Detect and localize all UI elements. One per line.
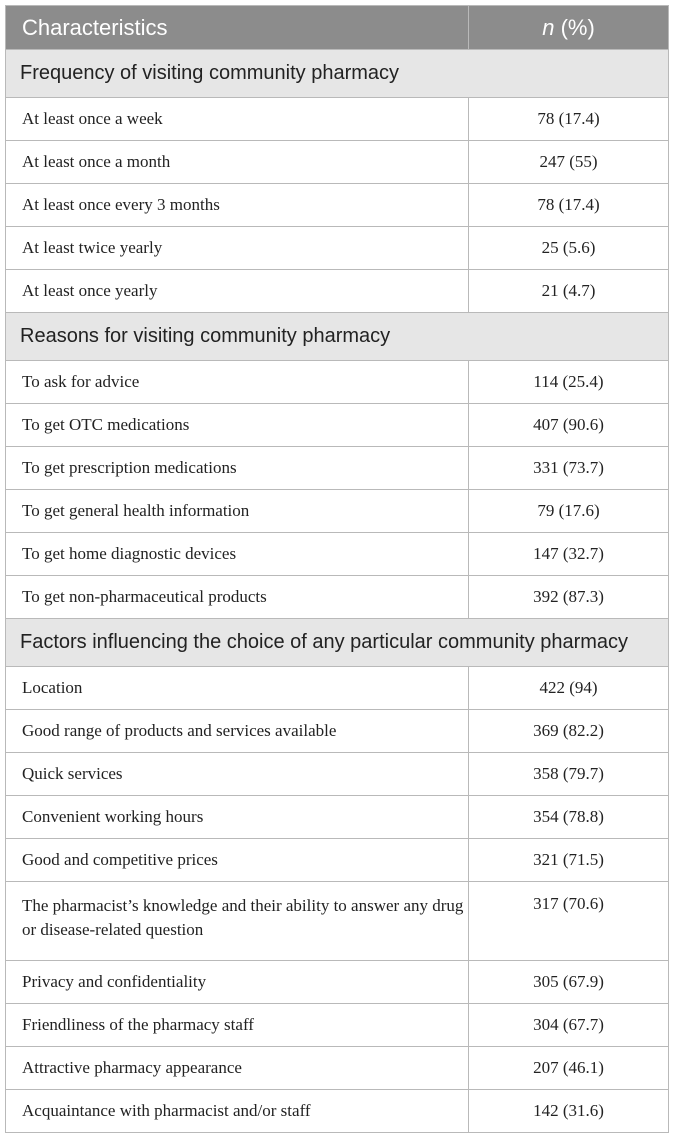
table-row [6, 576, 669, 619]
row-label: At least once yearly [6, 270, 469, 313]
table-row [6, 533, 669, 576]
section-header-frequency [6, 50, 669, 98]
row-label: To get prescription medications [6, 447, 469, 490]
section-title: Factors influencing the choice of any particular community pharmacy [6, 619, 669, 667]
row-label: Quick services [6, 753, 469, 796]
row-value: 422 (94) [469, 667, 669, 710]
section-header-reasons [6, 313, 669, 361]
row-value: 304 (67.7) [469, 1004, 669, 1047]
table-row [6, 710, 669, 753]
row-label: At least once a month [6, 141, 469, 184]
row-value: 317 (70.6) [469, 882, 669, 961]
row-value: 331 (73.7) [469, 447, 669, 490]
row-value: 78 (17.4) [469, 98, 669, 141]
row-value: 114 (25.4) [469, 361, 669, 404]
row-label: At least twice yearly [6, 227, 469, 270]
results-table [5, 5, 669, 1133]
table-row [6, 1004, 669, 1047]
header-percent: (%) [554, 14, 595, 40]
table-row [6, 490, 669, 533]
row-value: 369 (82.2) [469, 710, 669, 753]
table-row [6, 796, 669, 839]
row-label: The pharmacist’s knowledge and their ability to answer any drug or disease-related question [6, 882, 469, 961]
table-row [6, 227, 669, 270]
table-row [6, 839, 669, 882]
row-value: 305 (67.9) [469, 961, 669, 1004]
row-value: 207 (46.1) [469, 1047, 669, 1090]
row-value: 142 (31.6) [469, 1090, 669, 1133]
row-value: 407 (90.6) [469, 404, 669, 447]
row-value: 247 (55) [469, 141, 669, 184]
row-value: 147 (32.7) [469, 533, 669, 576]
row-value: 25 (5.6) [469, 227, 669, 270]
row-label: To ask for advice [6, 361, 469, 404]
table-row [6, 882, 669, 961]
table-row [6, 1047, 669, 1090]
row-value: 358 (79.7) [469, 753, 669, 796]
header-n: n [542, 14, 555, 40]
row-label: At least once every 3 months [6, 184, 469, 227]
row-label: Attractive pharmacy appearance [6, 1047, 469, 1090]
table-row [6, 961, 669, 1004]
table-row [6, 1090, 669, 1133]
row-label: To get non-pharmaceutical products [6, 576, 469, 619]
header-n-percent [469, 6, 669, 50]
row-value: 321 (71.5) [469, 839, 669, 882]
row-label: To get OTC medications [6, 404, 469, 447]
table-row [6, 404, 669, 447]
table-row [6, 447, 669, 490]
row-label: At least once a week [6, 98, 469, 141]
row-value: 79 (17.6) [469, 490, 669, 533]
row-label: To get general health information [6, 490, 469, 533]
table-row [6, 141, 669, 184]
row-label: Friendliness of the pharmacy staff [6, 1004, 469, 1047]
table-row [6, 361, 669, 404]
table-row [6, 753, 669, 796]
header-characteristics: Characteristics [6, 6, 469, 50]
table-row [6, 270, 669, 313]
section-title: Reasons for visiting community pharmacy [6, 313, 669, 361]
row-label: Good range of products and services available [6, 710, 469, 753]
row-value: 392 (87.3) [469, 576, 669, 619]
row-label: Privacy and confidentiality [6, 961, 469, 1004]
table-row [6, 98, 669, 141]
row-label: Location [6, 667, 469, 710]
row-value: 21 (4.7) [469, 270, 669, 313]
table-row [6, 184, 669, 227]
section-header-factors [6, 619, 669, 667]
row-label: Good and competitive prices [6, 839, 469, 882]
table-row [6, 667, 669, 710]
row-label: To get home diagnostic devices [6, 533, 469, 576]
table-header-row [6, 6, 669, 50]
row-label: Convenient working hours [6, 796, 469, 839]
section-title: Frequency of visiting community pharmacy [6, 50, 669, 98]
row-value: 354 (78.8) [469, 796, 669, 839]
row-value: 78 (17.4) [469, 184, 669, 227]
row-label: Acquaintance with pharmacist and/or staff [6, 1090, 469, 1133]
